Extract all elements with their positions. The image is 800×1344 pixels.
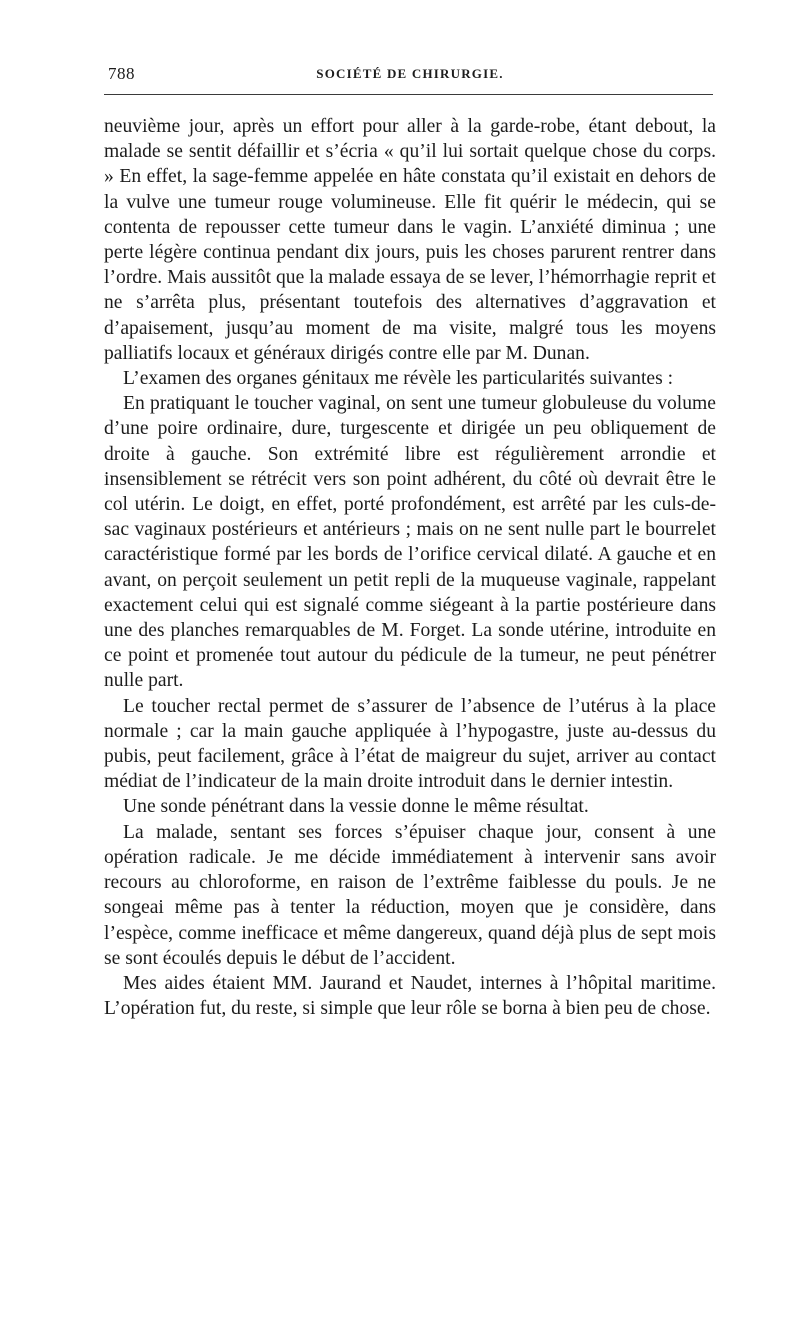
paragraph: L’examen des organes génitaux me révèle les particularités suivantes :	[123, 368, 674, 390]
paragraph: Mes aides étaient MM. Jaurand et Naudet, internes à l’hôpital maritime. L’opération fut, du reste, si simple que leur rôle se borna à bien peu de chose.	[104, 972, 716, 1020]
page-number: 788	[108, 64, 135, 83]
paragraph: Le toucher rectal permet de s’assurer de l’absence de l’utérus à la place normale ; car la main gauche appliquée à l’hypogastre, juste au-dessus du pubis, peut facilement, grâce à l’état de maigreur du sujet, arriver au contact médiat de l’indicateur de la main droite introduit dans le dernier intestin.	[104, 695, 716, 793]
paragraph-continuation: neuvième jour, après un effort pour aller à la garde-robe, étant debout, la malade se sentit défaillir et s’écria « qu’il lui sortait quelque chose du corps. » En effet, la sage-femme appelée en hâte constata qu’il existait en dehors de la vulve une tumeur rouge volumineuse. Elle fit quérir le médecin, qui se contenta de repousser cette tumeur dans le vagin. L’anxiété diminua ; une perte légère continua pendant dix jours, puis les choses parurent rentrer dans l’ordre. Mais aussitôt que la malade essaya de se lever, l’hémorrhagie reprit et ne s’arrêta plus, présentant toutefois des alternatives d’aggravation et d’apaisement, jusqu’au moment de ma visite, malgré tous les moyens palliatifs locaux et généraux dirigés contre elle par M. Dunan.	[104, 116, 716, 364]
page-header	[108, 64, 712, 86]
paragraph: En pratiquant le toucher vaginal, on sent une tumeur globuleuse du volume d’une poire ordinaire, dure, turgescente et dirigée un peu obliquement de droite à gauche. Son extrémité libre est régulièrement arrondie et insensiblement se rétrécit vers son point adhérent, du côté où devrait être le col utérin. Le doigt, en effet, porté profondément, est arrêté par les culs-de-sac vaginaux postérieurs et antérieurs ; mais on ne sent nulle part le bourrelet caractéristique formé par les bords de l’orifice cervical dilaté. A gauche et en avant, on perçoit seulement un petit repli de la muqueuse vaginale, rappelant exactement celui qui est signalé comme siégeant à la partie postérieure dans une des planches remarquables de M. Forget. La sonde utérine, introduite en ce point et promenée tout autour du pédicule de la tumeur, ne peut pénétrer nulle part.	[104, 393, 716, 692]
body-text	[104, 114, 716, 1021]
running-head: SOCIÉTÉ DE CHIRURGIE.	[316, 66, 504, 81]
header-rule	[104, 94, 713, 95]
paragraph: La malade, sentant ses forces s’épuiser chaque jour, consent à une opération radicale. Je me décide immédiatement à intervenir sans avoir recours au chloroforme, en raison de l’extrême faiblesse du pouls. Je ne songeai même pas à tenter la réduction, moyen que je considère, dans l’espèce, comme inefficace et même dangereux, quand déjà plus de sept mois se sont écoulés depuis le début de l’accident.	[104, 821, 716, 969]
paragraph: Une sonde pénétrant dans la vessie donne le même résultat.	[123, 796, 589, 818]
